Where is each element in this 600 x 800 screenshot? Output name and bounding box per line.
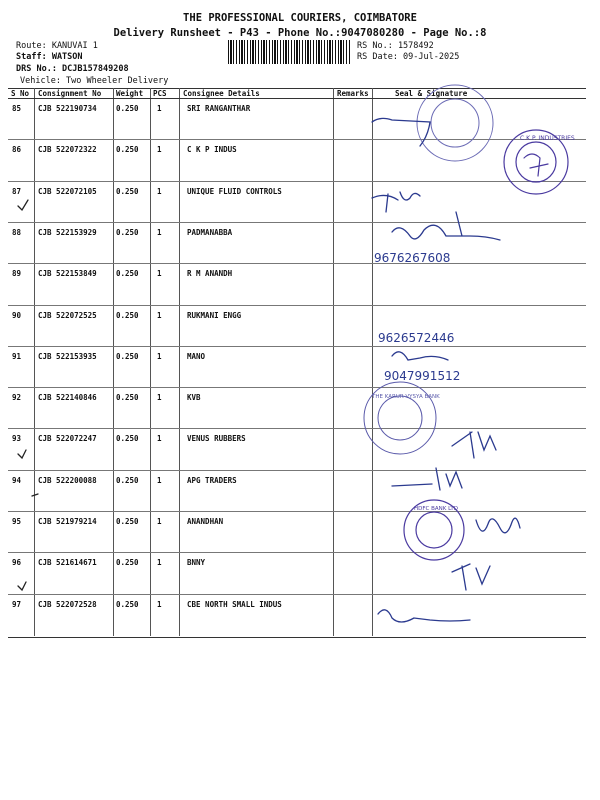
cell-weight: 0.250: [116, 599, 139, 609]
tick-87: [18, 200, 28, 210]
cell-pcs: 1: [157, 475, 162, 485]
signature-95: [476, 518, 520, 533]
column-header-sno: S No: [11, 89, 30, 98]
cell-consignee: MANO: [187, 351, 206, 361]
cell-pcs: 1: [157, 558, 162, 568]
cell-sno: 86: [12, 145, 22, 155]
cell-consignment: CJB 522072247: [38, 434, 97, 444]
column-header-consignment: Consignment No: [38, 89, 102, 98]
sri-ranganathar-stamp: [417, 85, 493, 161]
cell-consignee: APG TRADERS: [187, 475, 237, 485]
tick-96: [18, 582, 26, 590]
cell-sno: 87: [12, 186, 22, 196]
cell-consignment: CJB 522153849: [38, 269, 97, 279]
cell-pcs: 1: [157, 517, 162, 526]
cell-weight: 0.250: [116, 434, 139, 444]
ckp-stamp-label: C.K.P. INDUSTRIES: [520, 135, 575, 142]
cell-consignee: BNNY: [187, 558, 206, 568]
kvb-stamp-label: THE KARUR VYSYA BANK: [372, 394, 440, 400]
cell-weight: 0.250: [116, 517, 139, 526]
cell-pcs: 1: [157, 227, 162, 237]
cell-consignment: CJB 522190734: [38, 104, 97, 113]
cell-weight: 0.250: [116, 186, 139, 196]
cell-weight: 0.250: [116, 393, 139, 403]
tick-94: [32, 494, 38, 496]
cell-pcs: 1: [157, 434, 162, 444]
phone-91: 9047991512: [384, 369, 461, 383]
route-label: Route: KANUVAI 1: [16, 41, 98, 51]
column-header-signature: Seal & Signature: [395, 89, 468, 98]
cell-sno: 91: [12, 351, 22, 361]
column-header-weight: Weight: [116, 89, 144, 98]
cell-consignee: ANANDHAN: [187, 517, 224, 526]
signature-96: [452, 564, 490, 590]
cell-weight: 0.250: [116, 227, 139, 237]
cell-consignment: CJB 521614671: [38, 558, 97, 568]
cell-pcs: 1: [157, 310, 162, 320]
cell-consignment: CJB 522072105: [38, 186, 97, 196]
cell-sno: 97: [12, 599, 22, 609]
hdfc-stamp-label: HDFC BANK LTD: [414, 506, 459, 512]
cell-sno: 85: [12, 104, 22, 113]
cell-sno: 94: [12, 475, 22, 485]
phone-90: 9626572446: [378, 331, 455, 345]
cell-pcs: 1: [157, 145, 162, 155]
cell-consignee: UNIQUE FLUID CONTROLS: [187, 186, 282, 196]
cell-sno: 89: [12, 269, 22, 279]
cell-pcs: 1: [157, 393, 162, 403]
runsheet-title: Delivery Runsheet - P43 - Phone No.:9047080280 - Page No.:8: [113, 27, 487, 39]
cell-pcs: 1: [157, 186, 162, 196]
cell-consignee: C K P INDUS: [187, 145, 237, 155]
cell-consignment: CJB 522072525: [38, 310, 97, 320]
signature-88: [392, 212, 500, 240]
cell-sno: 90: [12, 310, 22, 320]
cell-sno: 88: [12, 227, 22, 237]
cell-pcs: 1: [157, 104, 162, 113]
cell-consignee: R M ANANDH: [187, 269, 233, 279]
cell-pcs: 1: [157, 351, 162, 361]
cell-pcs: 1: [157, 599, 162, 609]
signature-91: [392, 352, 448, 360]
cell-consignment: CJB 521979214: [38, 517, 97, 526]
column-header-pcs: PCS: [153, 89, 167, 98]
cell-weight: 0.250: [116, 310, 139, 320]
cell-sno: 96: [12, 558, 22, 568]
cell-weight: 0.250: [116, 558, 139, 568]
cell-consignment: CJB 522200088: [38, 475, 97, 485]
cell-consignee: VENUS RUBBERS: [187, 434, 246, 444]
cell-consignment: CJB 522140846: [38, 393, 97, 403]
cell-weight: 0.250: [116, 145, 139, 155]
signature-94: [392, 468, 462, 490]
cell-consignee: PADMANABBA: [187, 227, 233, 237]
signature-85: [372, 118, 430, 146]
vehicle-label: Vehicle: Two Wheeler Delivery: [20, 76, 169, 86]
cell-consignment: CJB 522072322: [38, 145, 97, 155]
column-header-remarks: Remarks: [337, 89, 369, 98]
cell-sno: 93: [12, 434, 22, 444]
cell-consignee: RUKMANI ENGG: [187, 310, 242, 320]
cell-consignee: KVB: [187, 393, 201, 403]
column-header-consignee: Consignee Details: [183, 89, 260, 98]
signature-87: [372, 192, 420, 212]
cell-weight: 0.250: [116, 351, 139, 361]
cell-consignment: CJB 522153935: [38, 351, 97, 361]
signature-93: [452, 432, 496, 458]
phone-88: 9676267608: [374, 251, 451, 265]
tick-93: [18, 450, 26, 458]
staff-label: Staff: WATSON: [16, 52, 83, 62]
cell-weight: 0.250: [116, 475, 139, 485]
cell-sno: 92: [12, 393, 22, 403]
cell-consignee: CBE NORTH SMALL INDUS: [187, 599, 282, 609]
cell-weight: 0.250: [116, 269, 139, 279]
kvb-stamp: [364, 382, 436, 454]
cell-weight: 0.250: [116, 104, 139, 113]
company-title: THE PROFESSIONAL COURIERS, COIMBATORE: [183, 12, 417, 24]
cell-consignment: CJB 522153929: [38, 227, 97, 237]
cell-sno: 95: [12, 517, 22, 526]
cell-pcs: 1: [157, 269, 162, 279]
signature-97: [378, 610, 470, 622]
rs-number: RS No.: 1578492: [357, 41, 434, 51]
rs-date: RS Date: 09-Jul-2025: [357, 52, 460, 62]
cell-consignment: CJB 522072528: [38, 599, 97, 609]
cell-consignee: SRI RANGANTHAR: [187, 104, 251, 113]
drs-number: DRS No.: DCJB157849208: [16, 64, 129, 74]
